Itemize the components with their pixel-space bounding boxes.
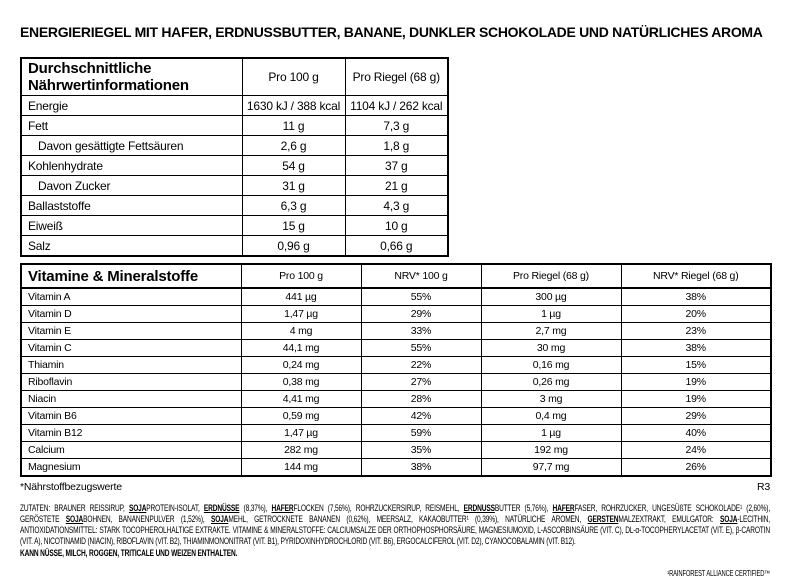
nrv-per-riegel: 38% bbox=[621, 340, 771, 357]
nrv-per-riegel: 29% bbox=[621, 408, 771, 425]
column-header-per-riegel: Pro Riegel (68 g) bbox=[345, 58, 448, 96]
value-per-riegel: 0,66 g bbox=[345, 236, 448, 257]
value-per-riegel: 97,7 mg bbox=[481, 459, 621, 477]
ingredients-text: (8,37%), bbox=[239, 503, 272, 513]
nrv-per-riegel: 20% bbox=[621, 306, 771, 323]
value-per-100g: 4,41 mg bbox=[241, 391, 361, 408]
allergen-highlight: HAFER bbox=[552, 503, 575, 513]
value-per-100g: 144 mg bbox=[241, 459, 361, 477]
vitamin-name: Vitamin C bbox=[21, 340, 241, 357]
value-per-riegel: 30 mg bbox=[481, 340, 621, 357]
nrv-per-100g: 33% bbox=[361, 323, 481, 340]
vitamin-row bbox=[21, 374, 771, 391]
value-per-riegel: 300 µg bbox=[481, 288, 621, 306]
nutrition-row bbox=[21, 136, 448, 156]
ingredients-text: FLOCKEN (7,56%), ROHRZUCKERSIRUP, REISMEHL, bbox=[293, 503, 464, 513]
vitamin-row bbox=[21, 340, 771, 357]
nrv-per-100g: 22% bbox=[361, 357, 481, 374]
nutrition-table bbox=[20, 57, 449, 257]
vitamin-name: Riboflavin bbox=[21, 374, 241, 391]
nrv-per-riegel: 15% bbox=[621, 357, 771, 374]
allergen-highlight: SOJA bbox=[720, 514, 738, 524]
nutrition-row bbox=[21, 196, 448, 216]
allergen-highlight: SOJA bbox=[65, 514, 84, 524]
value-per-riegel: 7,3 g bbox=[345, 116, 448, 136]
value-per-100g: 44,1 mg bbox=[241, 340, 361, 357]
value-per-100g: 0,59 mg bbox=[241, 408, 361, 425]
allergen-highlight: SOJA bbox=[128, 503, 147, 513]
vitamin-row bbox=[21, 442, 771, 459]
vitamin-name: Vitamin B6 bbox=[21, 408, 241, 425]
column-header-per-100g: Pro 100 g bbox=[241, 264, 361, 288]
nrv-footnote: *Nährstoffbezugswerte bbox=[20, 481, 122, 493]
value-per-riegel: 37 g bbox=[345, 156, 448, 176]
value-per-riegel: 10 g bbox=[345, 216, 448, 236]
ingredients-text: ZUTATEN: BRAUNER REISSIRUP, bbox=[20, 503, 129, 513]
value-per-riegel: 2,7 mg bbox=[481, 323, 621, 340]
vitamin-name: Thiamin bbox=[21, 357, 241, 374]
ingredients-text: PROTEIN-ISOLAT, bbox=[146, 503, 204, 513]
allergen-highlight: SOJA bbox=[210, 514, 229, 524]
vitamins-table-title: Vitamine & Mineralstoffe bbox=[21, 264, 241, 288]
value-per-100g: 6,3 g bbox=[242, 196, 345, 216]
vitamin-name: Magnesium bbox=[21, 459, 241, 477]
vitamin-row bbox=[21, 357, 771, 374]
nutrient-name: Fett bbox=[21, 116, 242, 136]
nutrition-row bbox=[21, 96, 448, 116]
nrv-per-100g: 29% bbox=[361, 306, 481, 323]
nrv-per-100g: 55% bbox=[361, 340, 481, 357]
vitamin-row bbox=[21, 306, 771, 323]
nutrition-row bbox=[21, 216, 448, 236]
nrv-per-riegel: 38% bbox=[621, 288, 771, 306]
value-per-100g: 15 g bbox=[242, 216, 345, 236]
nrv-per-100g: 38% bbox=[361, 459, 481, 477]
column-header-per-100g: Pro 100 g bbox=[242, 58, 345, 96]
vitamin-row bbox=[21, 391, 771, 408]
value-per-riegel: 0,4 mg bbox=[481, 408, 621, 425]
nrv-per-100g: 55% bbox=[361, 288, 481, 306]
value-per-100g: 441 µg bbox=[241, 288, 361, 306]
nutrition-row bbox=[21, 116, 448, 136]
column-header-nrv-riegel: NRV* Riegel (68 g) bbox=[621, 264, 771, 288]
value-per-riegel: 1 µg bbox=[481, 425, 621, 442]
nutrient-name: Energie bbox=[21, 96, 242, 116]
nrv-per-100g: 28% bbox=[361, 391, 481, 408]
nutrition-table-body bbox=[21, 96, 448, 257]
ingredients-text: BUTTER (5,76%), bbox=[494, 503, 553, 513]
value-per-100g: 1,47 µg bbox=[241, 306, 361, 323]
lot-code: R3 bbox=[756, 481, 770, 493]
ingredients-text: MALZEXTRAKT, EMULGATOR: bbox=[618, 514, 721, 524]
vitamin-row bbox=[21, 425, 771, 442]
vitamin-row bbox=[21, 408, 771, 425]
vitamin-row bbox=[21, 459, 771, 477]
ingredients-paragraph bbox=[20, 503, 770, 547]
value-per-100g: 2,6 g bbox=[242, 136, 345, 156]
nutrient-name: Eiweiß bbox=[21, 216, 242, 236]
value-per-100g: 4 mg bbox=[241, 323, 361, 340]
value-per-100g: 1,47 µg bbox=[241, 425, 361, 442]
fine-print-block bbox=[20, 503, 770, 576]
value-per-100g: 11 g bbox=[242, 116, 345, 136]
nutrition-row bbox=[21, 156, 448, 176]
value-per-100g: 54 g bbox=[242, 156, 345, 176]
column-header-per-riegel: Pro Riegel (68 g) bbox=[481, 264, 621, 288]
nutrient-name: Ballaststoffe bbox=[21, 196, 242, 216]
vitamins-minerals-table bbox=[20, 263, 772, 477]
vitamin-row bbox=[21, 288, 771, 306]
allergen-highlight: GERSTEN bbox=[587, 514, 619, 524]
nutrition-table-title: Durchschnittliche Nährwertinformationen bbox=[21, 58, 242, 96]
vitamins-table-header-row bbox=[21, 264, 771, 288]
allergen-warning: KANN NÜSSE, MILCH, ROGGEN, TRITICALE UND WEIZEN ENTHALTEN. bbox=[20, 548, 238, 558]
ingredients-text: MEHL, GETROCKNETE BANANEN (0,62%), MEERSALZ, KAKAOBUTTER¹ (0,39%), NATÜRLICHE AROMEN, bbox=[228, 514, 588, 524]
column-header-nrv-100g: NRV* 100 g bbox=[361, 264, 481, 288]
vitamin-name: Vitamin D bbox=[21, 306, 241, 323]
value-per-100g: 0,24 mg bbox=[241, 357, 361, 374]
value-per-riegel: 0,26 mg bbox=[481, 374, 621, 391]
vitamin-name: Niacin bbox=[21, 391, 241, 408]
value-per-100g: 31 g bbox=[242, 176, 345, 196]
value-per-100g: 0,38 mg bbox=[241, 374, 361, 391]
nrv-per-riegel: 24% bbox=[621, 442, 771, 459]
nutrition-row bbox=[21, 236, 448, 257]
ingredients-text: -LECITHIN, ANTIOXIDATIONSMITTEL: STARK TOCOPHEROLHALTIGE EXTRAKTE. VITAMINE & MINERALSTOFFE: CALCIUMSALZE DER ORTHOPHOSPHORSÄURE, MAGNESIUMOXID, L-ASCORBINSÄURE (VIT. C), DL-α-TOCOPHERYLACETAT (VIT. E), β-CAROTIN (VIT. A), NICOTINAMID (NIACIN), RIBOFLAVIN (VIT. B2), THIAMINMONONITRAT (VIT. B1), PYRIDOXINHYDROCHLORID (VIT. B6), ERGOCALCIFEROL (VIT. D2), CYANOCOBALAMIN (VIT. B12). bbox=[20, 514, 770, 546]
vitamin-name: Vitamin A bbox=[21, 288, 241, 306]
value-per-riegel: 192 mg bbox=[481, 442, 621, 459]
value-per-riegel: 1104 kJ / 262 kcal bbox=[345, 96, 448, 116]
ingredients-text: BOHNEN, BANANENPULVER (1,52%), bbox=[83, 514, 211, 524]
value-per-riegel: 0,16 mg bbox=[481, 357, 621, 374]
vitamin-name: Calcium bbox=[21, 442, 241, 459]
product-title: ENERGIERIEGEL MIT HAFER, ERDNUSSBUTTER, BANANE, DUNKLER SCHOKOLADE UND NATÜRLICHES AROMA bbox=[20, 24, 763, 40]
allergen-highlight: HAFER bbox=[271, 503, 294, 513]
nutrient-name: Davon Zucker bbox=[21, 176, 242, 196]
value-per-riegel: 1 µg bbox=[481, 306, 621, 323]
value-per-100g: 282 mg bbox=[241, 442, 361, 459]
nutrient-name: Salz bbox=[21, 236, 242, 257]
vitamin-name: Vitamin B12 bbox=[21, 425, 241, 442]
value-per-riegel: 1,8 g bbox=[345, 136, 448, 156]
value-per-100g: 0,96 g bbox=[242, 236, 345, 257]
value-per-riegel: 21 g bbox=[345, 176, 448, 196]
vitamins-table-body bbox=[21, 288, 771, 476]
nrv-per-riegel: 40% bbox=[621, 425, 771, 442]
footnote-row bbox=[20, 481, 770, 493]
nutrition-row bbox=[21, 176, 448, 196]
nrv-per-riegel: 19% bbox=[621, 374, 771, 391]
nrv-per-100g: 42% bbox=[361, 408, 481, 425]
nrv-per-riegel: 19% bbox=[621, 391, 771, 408]
value-per-riegel: 3 mg bbox=[481, 391, 621, 408]
vitamin-row bbox=[21, 323, 771, 340]
nrv-per-riegel: 23% bbox=[621, 323, 771, 340]
nrv-per-riegel: 26% bbox=[621, 459, 771, 477]
ingredients-text: FASER, ROHRZUCKER, UNGESÜßTE SCHOKOLADE¹ (2,60%), GERÖSTETE bbox=[20, 503, 771, 524]
nutrition-table-header-row bbox=[21, 58, 448, 96]
nrv-per-100g: 27% bbox=[361, 374, 481, 391]
nrv-per-100g: 59% bbox=[361, 425, 481, 442]
nrv-per-100g: 35% bbox=[361, 442, 481, 459]
allergen-highlight: ERDNUSS bbox=[463, 503, 495, 513]
nutrient-name: Kohlenhydrate bbox=[21, 156, 242, 176]
value-per-riegel: 4,3 g bbox=[345, 196, 448, 216]
nutrient-name: Davon gesättigte Fettsäuren bbox=[21, 136, 242, 156]
certification-note: ¹RAINFOREST ALLIANCE CERTIFIED™ bbox=[667, 569, 770, 576]
allergen-highlight: ERDNÜSSE bbox=[203, 503, 240, 513]
vitamin-name: Vitamin E bbox=[21, 323, 241, 340]
value-per-100g: 1630 kJ / 388 kcal bbox=[242, 96, 345, 116]
